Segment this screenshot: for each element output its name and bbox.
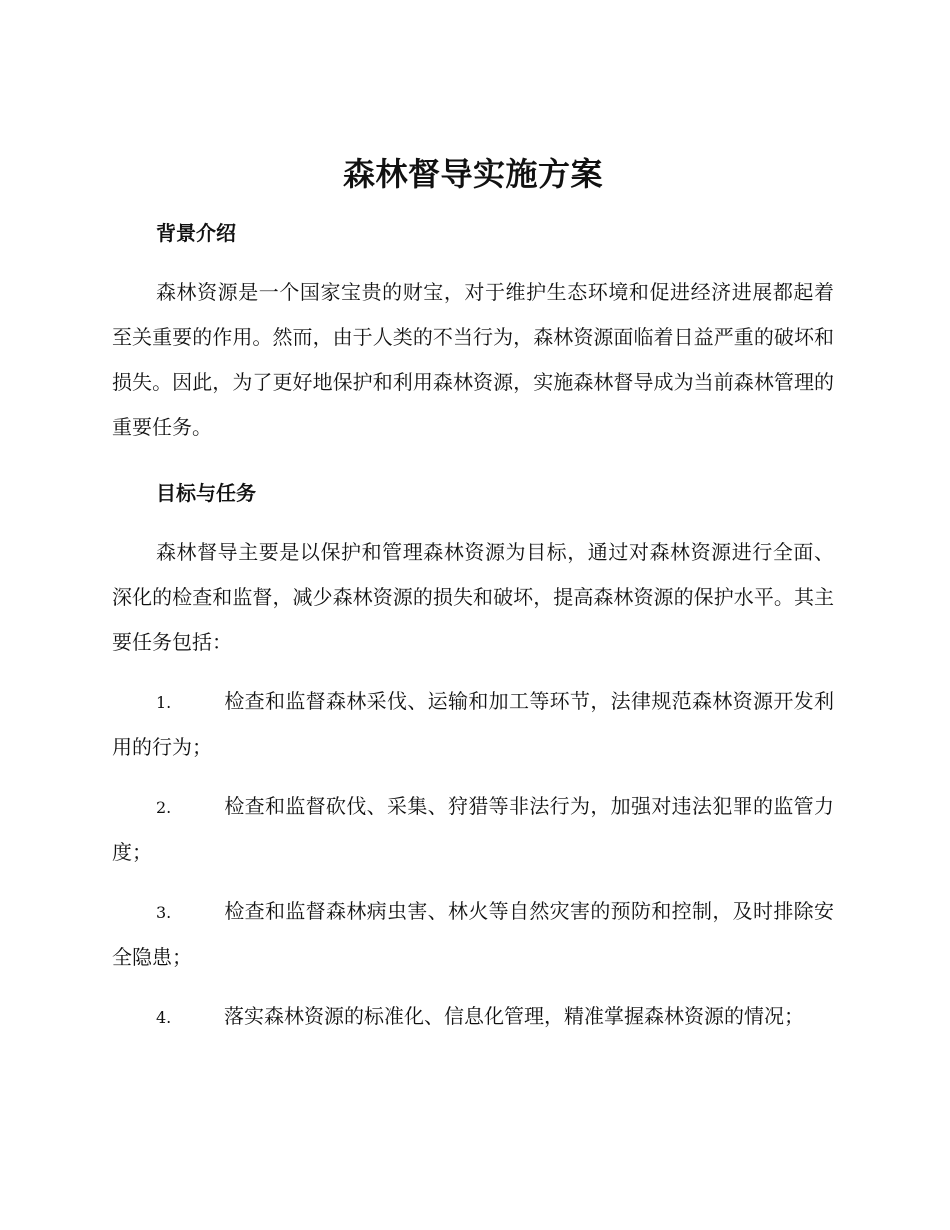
section-heading-background: 背景介绍	[156, 221, 236, 245]
task-item	[112, 679, 834, 770]
section-paragraph-background: 森林资源是一个国家宝贵的财宝，对于维护生态环境和促进经济进展都起着至关重要的作用。然而，由于人类的不当行为，森林资源面临着日益严重的破坏和损失。因此，为了更好地保护和利用森林资源，实施森林督导成为当前森林管理的重要任务。	[112, 280, 834, 439]
task-list	[112, 679, 834, 1040]
task-item	[112, 994, 834, 1040]
task-number: 3.	[156, 903, 172, 922]
task-number: 2.	[156, 798, 172, 817]
section-heading-goals: 目标与任务	[156, 481, 256, 505]
document-title: 森林督导实施方案	[342, 155, 603, 193]
document-page	[112, 150, 834, 1054]
section-paragraph-goals: 森林督导主要是以保护和管理森林资源为目标，通过对森林资源进行全面、深化的检查和监督，减少森林资源的损失和破坏，提高森林资源的保护水平。其主要任务包括：	[112, 540, 834, 654]
task-text: 检查和监督森林采伐、运输和加工等环节，法律规范森林资源开发利用的行为；	[112, 689, 834, 759]
task-number: 1.	[156, 693, 172, 712]
task-item	[112, 784, 834, 875]
task-number: 4.	[156, 1008, 172, 1027]
task-text: 检查和监督砍伐、采集、狩猎等非法行为，加强对违法犯罪的监管力度；	[112, 794, 834, 864]
task-text: 检查和监督森林病虫害、林火等自然灾害的预防和控制，及时排除安全隐患；	[112, 899, 834, 969]
task-text: 落实森林资源的标准化、信息化管理，精准掌握森林资源的情况；	[224, 1004, 804, 1028]
task-item	[112, 889, 834, 980]
